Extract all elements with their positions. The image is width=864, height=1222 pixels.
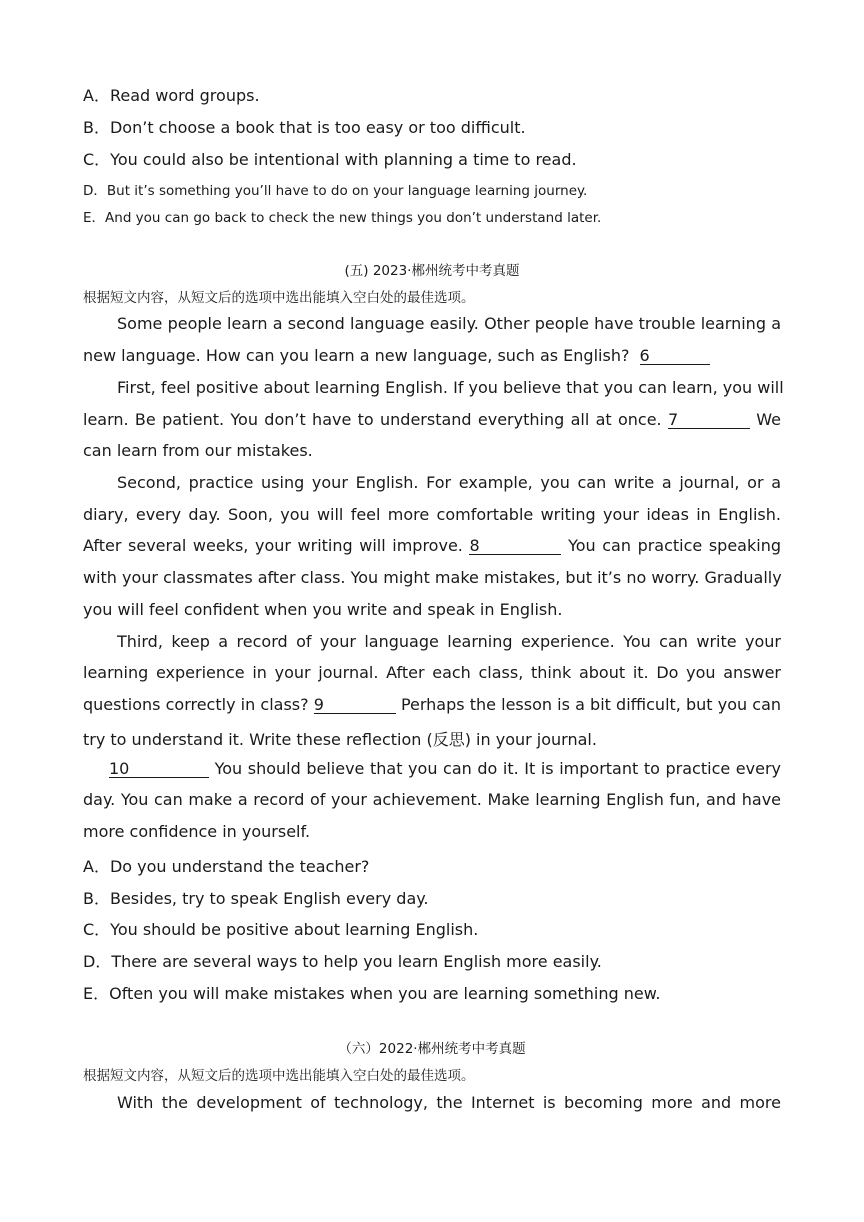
s5-p1-line1: Some people learn a second language easily. Other people have trouble learning a — [117, 314, 781, 333]
s5-option-e: E．Often you will make mistakes when you are learning something new. — [83, 984, 661, 1003]
s4-option-e: E．And you can go back to check the new things you don’t understand later. — [83, 210, 602, 226]
blank-7[interactable]: 7 — [668, 411, 750, 429]
s5-p2-line1: First, feel positive about learning English. If you believe that you can learn, you will — [117, 378, 784, 397]
s5-p2-line2-b: We — [756, 410, 782, 429]
s5-option-a: A．Do you understand the teacher? — [83, 857, 370, 876]
s4-option-a: A．Read word groups. — [83, 86, 260, 105]
s4-option-d: D．But it’s something you’ll have to do on your language learning journey. — [83, 183, 588, 199]
s5-p5-line2: day. You can make a record of your achievement. Make learning English fun, and have — [83, 790, 781, 809]
s4-option-b: B．Don’t choose a book that is too easy or too difficult. — [83, 118, 526, 137]
s5-p5-line1-b: You should believe that you can do it. It is important to practice every — [214, 759, 781, 778]
s5-p2-line3: can learn from our mistakes. — [83, 441, 313, 460]
section5-heading: (五) 2023·郴州统考中考真题 — [344, 263, 520, 279]
s5-p3-line3-b: You can practice speaking — [568, 536, 781, 555]
s5-option-b: B．Besides, try to speak English every day. — [83, 889, 429, 908]
s5-p5-line3: more confidence in yourself. — [83, 822, 311, 841]
s5-option-d: D．There are several ways to help you learn English more easily. — [83, 952, 602, 971]
s5-p3-line5: you will feel confident when you write and speak in English. — [83, 600, 563, 619]
section6-instruction: 根据短文内容，从短文后的选项中选出能填入空白处的最佳选项。 — [83, 1068, 475, 1084]
blank-9[interactable]: 9 — [314, 696, 396, 714]
blank-8[interactable]: 8 — [469, 537, 561, 555]
s5-p1-line2 — [83, 346, 781, 365]
s5-p2-line2-a: learn. Be patient. You don’t have to understand everything all at once. — [83, 410, 662, 429]
s5-p4-line4: try to understand it. Write these reflection (反思) in your journal. — [83, 730, 597, 749]
s5-p3-line3-a: After several weeks, your writing will improve. — [83, 536, 463, 555]
s5-p4-line3-b: Perhaps the lesson is a bit difficult, but you can — [400, 695, 782, 714]
s5-p3-line4: with your classmates after class. You might make mistakes, but it’s no worry. Gradually — [83, 568, 782, 587]
s5-p5-line1 — [83, 759, 781, 778]
section5-instruction: 根据短文内容，从短文后的选项中选出能填入空白处的最佳选项。 — [83, 290, 475, 306]
section6-heading: （六）2022·郴州统考中考真题 — [338, 1041, 526, 1057]
s5-p3-line1: Second, practice using your English. For example, you can write a journal, or a — [117, 473, 781, 492]
blank-10[interactable]: 10 — [109, 760, 209, 778]
s6-p1-line1: With the development of technology, the Internet is becoming more and more — [117, 1093, 781, 1112]
s5-p4-line3 — [83, 695, 781, 714]
s5-p4-line1: Third, keep a record of your language learning experience. You can write your — [117, 632, 781, 651]
blank-6[interactable]: 6 — [640, 347, 710, 365]
s5-p1-line2-text: new language. How can you learn a new language, such as English? — [83, 346, 630, 365]
s4-option-c: C．You could also be intentional with planning a time to read. — [83, 150, 577, 169]
s5-p3-line3 — [83, 536, 781, 555]
s5-option-c: C．You should be positive about learning English. — [83, 920, 479, 939]
s5-p2-line2 — [83, 410, 781, 429]
s5-p3-line2: diary, every day. Soon, you will feel more comfortable writing your ideas in English. — [83, 505, 781, 524]
s5-p4-line2: learning experience in your journal. After each class, think about it. Do you answer — [83, 663, 781, 682]
s5-p4-line3-a: questions correctly in class? — [83, 695, 309, 714]
